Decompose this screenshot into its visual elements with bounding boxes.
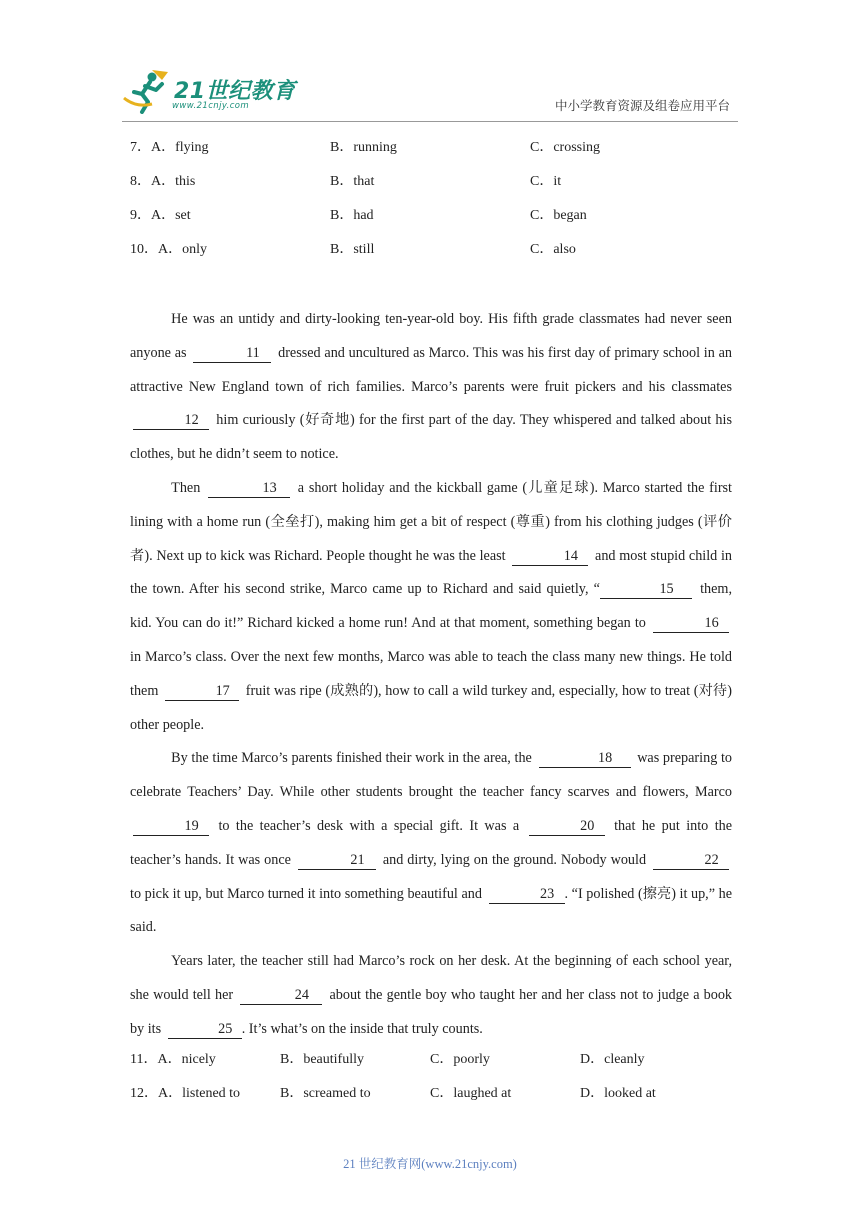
question-11-option-c: C．poorly bbox=[430, 1052, 490, 1067]
question-11-option-b: B．beautifully bbox=[280, 1052, 364, 1067]
runner-logo-icon bbox=[122, 68, 172, 114]
question-9-option-b: B．had bbox=[330, 208, 374, 223]
question-7-option-b: B．running bbox=[330, 140, 397, 155]
paragraph-1: He was an untidy and dirty-looking ten-year-old boy. His fifth grade classmates had never seen anyone as 11 dressed and uncultured as Marco. This was his first day of primary school in an attractive New England town of rich families. Marco’s parents were fruit pickers and his classmates 12 him curiously (好奇地) for the first part of the day. They whispered and talked about his clothes, but he didn’t seem to notice. bbox=[130, 311, 732, 463]
answer-options-7-10 bbox=[130, 138, 750, 274]
blank-19: 19 bbox=[133, 817, 209, 836]
question-12-option-a: 12．A．listened to bbox=[130, 1086, 241, 1101]
paragraph-4: Years later, the teacher still had Marco’s rock on her desk. At the beginning of each school year, she would tell her 24 about the gentle boy who taught her and her class not to judge a book by its 25 . It’s what’s on the inside that truly counts. bbox=[130, 953, 733, 1037]
blank-12: 12 bbox=[133, 411, 209, 430]
question-8-option-b: B．that bbox=[330, 174, 375, 189]
question-11-option-d: D．cleanly bbox=[580, 1052, 645, 1067]
cloze-passage bbox=[130, 303, 732, 1047]
blank-15: 15 bbox=[600, 580, 692, 599]
blank-14: 14 bbox=[512, 547, 588, 566]
blank-17: 17 bbox=[165, 682, 239, 701]
blank-16: 16 bbox=[653, 614, 729, 633]
option-row-9 bbox=[130, 206, 750, 240]
question-9-option-c: C．began bbox=[530, 208, 587, 223]
header-divider bbox=[122, 121, 738, 122]
site-logo[interactable] bbox=[122, 68, 296, 118]
question-7-option-c: C．crossing bbox=[530, 140, 600, 155]
question-10-option-a: 10．A．only bbox=[130, 242, 207, 257]
page-header bbox=[0, 0, 860, 130]
question-10-option-b: B．still bbox=[330, 242, 375, 257]
option-row-12 bbox=[130, 1084, 750, 1118]
question-12-option-c: C．laughed at bbox=[430, 1086, 512, 1101]
paragraph-3: By the time Marco’s parents finished their work in the area, the 18 was preparing to celebrate Teachers’ Day. While other students brought the teacher fancy scarves and flowers, Marco 19 to the teacher’s desk with a special gift. It was a 20 that he put into the teacher’s hands. It was once 21 and dirty, lying on the ground. Nobody would 22 to pick it up, but Marco turned it into something beautiful and 23 . “I polished (擦亮) it up,” he said. bbox=[130, 750, 733, 936]
blank-18: 18 bbox=[539, 749, 631, 768]
question-12-option-d: D．looked at bbox=[580, 1086, 656, 1101]
blank-25: 25 bbox=[168, 1020, 242, 1039]
question-9-option-a: 9．A．set bbox=[130, 208, 191, 223]
question-10-option-c: C．also bbox=[530, 242, 576, 257]
page-footer[interactable]: 21 世纪教育网(www.21cnjy.com) bbox=[343, 1157, 517, 1171]
logo-url: www.21cnjy.com bbox=[172, 101, 250, 111]
option-row-11 bbox=[130, 1050, 750, 1084]
blank-11: 11 bbox=[193, 344, 271, 363]
question-12-option-b: B．screamed to bbox=[280, 1086, 371, 1101]
blank-22: 22 bbox=[653, 851, 729, 870]
blank-20: 20 bbox=[529, 817, 605, 836]
blank-24: 24 bbox=[240, 986, 322, 1005]
blank-13: 13 bbox=[208, 479, 290, 498]
question-8-option-c: C．it bbox=[530, 174, 562, 189]
question-8-option-a: 8．A．this bbox=[130, 174, 196, 189]
blank-23: 23 bbox=[489, 885, 565, 904]
question-11-option-a: 11．A．nicely bbox=[130, 1052, 216, 1067]
option-row-7 bbox=[130, 138, 750, 172]
option-row-8 bbox=[130, 172, 750, 206]
answer-options-11-12 bbox=[130, 1050, 750, 1118]
question-7-option-a: 7．A．flying bbox=[130, 140, 209, 155]
logo-text: 21世纪教育 bbox=[174, 79, 296, 104]
header-platform-text: 中小学教育资源及组卷应用平台 bbox=[554, 99, 730, 113]
paragraph-2: Then 13 a short holiday and the kickball game (儿童足球). Marco started the first lining with a home run (全垒打), making him get a bit of respect (尊重) from his clothing judges (评价者). Next up to kick was Richard. People thought he was the least 14 and most stupid child in the town. After his second strike, Marco came up to Richard and said quietly, “ 15 them, kid. You can do it!” Richard kicked a home run! And at that moment, something began to 16 in Marco’s class. Over the next few months, Marco was able to teach the class many new things. He told them 17 fruit was ripe (成熟的), how to call a wild turkey and, especially, how to treat (对待) other people. bbox=[130, 479, 733, 733]
blank-21: 21 bbox=[298, 851, 376, 870]
option-row-10 bbox=[130, 240, 750, 274]
